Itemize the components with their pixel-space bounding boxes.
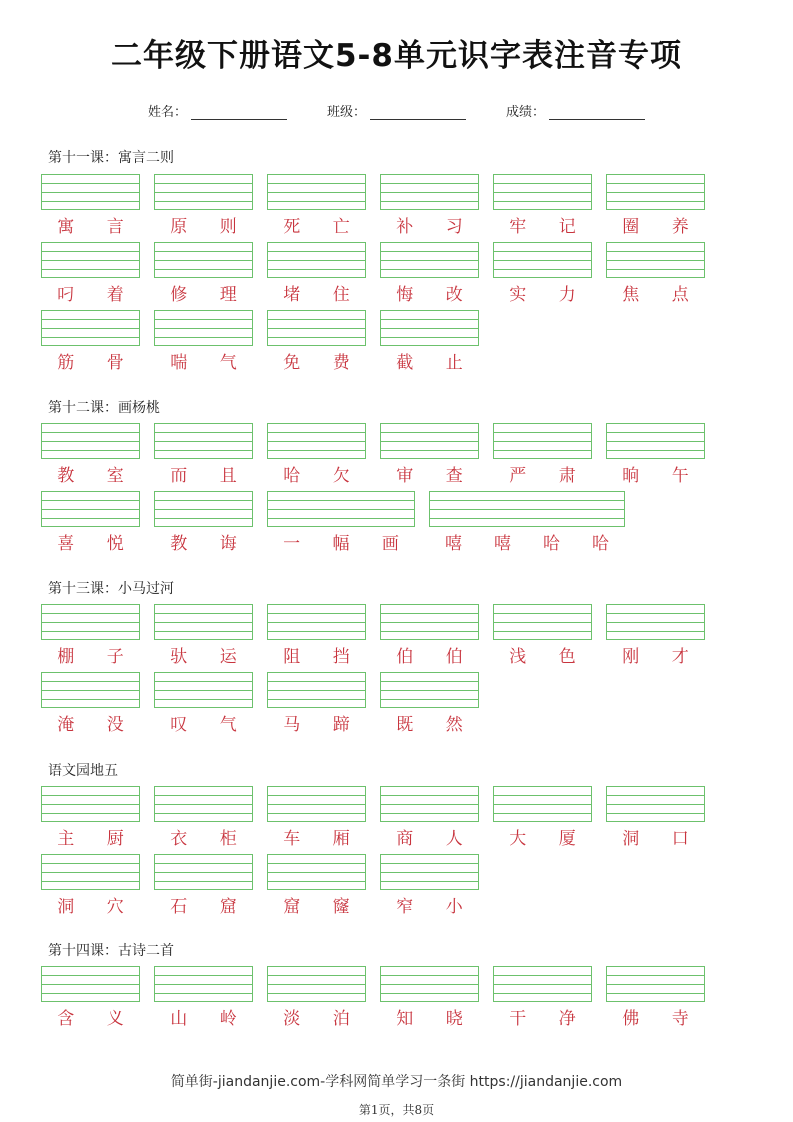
word-cell xyxy=(380,966,479,1029)
pinyin-writing-grid[interactable] xyxy=(606,604,705,640)
hanzi-char: 厨 xyxy=(106,829,124,849)
hanzi-char: 嘻 xyxy=(445,534,462,554)
hanzi-char: 厦 xyxy=(558,829,576,849)
hanzi-char: 衣 xyxy=(170,829,188,849)
hanzi-char: 泊 xyxy=(332,1009,350,1029)
hanzi-char: 焦 xyxy=(622,285,640,305)
hanzi-word xyxy=(154,280,253,305)
word-cell xyxy=(154,966,253,1029)
pinyin-writing-grid[interactable] xyxy=(493,786,592,822)
hanzi-char: 义 xyxy=(106,1009,124,1029)
footer-text: 简单街-jiandanjie.com-学科网简单学习一条街 https://jiandanjie.com xyxy=(170,1074,623,1090)
hanzi-char: 一 xyxy=(283,534,301,554)
class-label: 班级： xyxy=(326,105,366,120)
word-cell xyxy=(267,966,366,1029)
hanzi-word xyxy=(41,642,140,667)
pinyin-writing-grid[interactable] xyxy=(267,672,366,708)
pinyin-writing-grid[interactable] xyxy=(41,672,140,708)
hanzi-char: 净 xyxy=(558,1009,576,1029)
word-cell xyxy=(380,310,479,373)
hanzi-char: 小 xyxy=(445,897,463,917)
hanzi-word xyxy=(267,1004,366,1029)
word-cell xyxy=(493,242,592,305)
pinyin-writing-grid[interactable] xyxy=(606,242,705,278)
student-info xyxy=(0,101,793,120)
pinyin-writing-grid[interactable] xyxy=(41,854,140,890)
hanzi-char: 气 xyxy=(219,353,237,373)
hanzi-word xyxy=(380,824,479,849)
pinyin-writing-grid[interactable] xyxy=(267,604,366,640)
score-field[interactable] xyxy=(506,101,645,120)
hanzi-char: 午 xyxy=(671,466,689,486)
score-blank[interactable] xyxy=(549,105,645,120)
hanzi-char: 寓 xyxy=(57,217,75,237)
word-cell xyxy=(267,672,366,735)
hanzi-char: 住 xyxy=(332,285,350,305)
hanzi-char: 悦 xyxy=(106,534,124,554)
pinyin-writing-grid[interactable] xyxy=(267,310,366,346)
hanzi-word xyxy=(267,348,366,373)
pinyin-writing-grid[interactable] xyxy=(493,423,592,459)
pinyin-writing-grid[interactable] xyxy=(154,423,253,459)
pinyin-writing-grid[interactable] xyxy=(267,242,366,278)
pinyin-writing-grid[interactable] xyxy=(41,786,140,822)
pinyin-writing-grid[interactable] xyxy=(267,786,366,822)
lesson-heading: 语文园地五 xyxy=(48,763,118,779)
hanzi-char: 口 xyxy=(671,829,689,849)
hanzi-char: 窟 xyxy=(219,897,237,917)
hanzi-word xyxy=(267,461,366,486)
hanzi-char: 截 xyxy=(396,353,414,373)
hanzi-char: 堵 xyxy=(283,285,301,305)
hanzi-word xyxy=(154,1004,253,1029)
hanzi-char: 伯 xyxy=(396,647,414,667)
hanzi-char: 挡 xyxy=(332,647,350,667)
word-cell xyxy=(267,423,366,486)
hanzi-char: 则 xyxy=(219,217,237,237)
hanzi-word xyxy=(493,824,592,849)
word-cell xyxy=(41,174,140,237)
hanzi-word xyxy=(267,824,366,849)
hanzi-char: 习 xyxy=(445,217,463,237)
hanzi-char: 实 xyxy=(509,285,527,305)
hanzi-char: 刚 xyxy=(622,647,640,667)
word-cell xyxy=(493,174,592,237)
hanzi-word xyxy=(154,824,253,849)
hanzi-char: 棚 xyxy=(57,647,75,667)
hanzi-char: 蹄 xyxy=(332,715,350,735)
word-cell xyxy=(493,423,592,486)
name-field[interactable] xyxy=(148,101,287,120)
hanzi-char: 知 xyxy=(396,1009,414,1029)
hanzi-char: 止 xyxy=(445,353,463,373)
hanzi-char: 叼 xyxy=(57,285,75,305)
page-title: 二年级下册语文5-8单元识字表注音专项 xyxy=(110,38,682,74)
word-cell xyxy=(41,786,140,849)
hanzi-char: 寺 xyxy=(671,1009,689,1029)
name-blank[interactable] xyxy=(191,105,287,120)
hanzi-char: 马 xyxy=(283,715,301,735)
hanzi-word xyxy=(41,461,140,486)
hanzi-char: 大 xyxy=(509,829,527,849)
pinyin-writing-grid[interactable] xyxy=(41,174,140,210)
word-cell xyxy=(380,786,479,849)
hanzi-char: 而 xyxy=(170,466,188,486)
word-cell xyxy=(493,966,592,1029)
hanzi-char: 欠 xyxy=(332,466,350,486)
pinyin-writing-grid[interactable] xyxy=(154,604,253,640)
word-cell xyxy=(606,242,705,305)
hanzi-word xyxy=(267,280,366,305)
hanzi-char: 改 xyxy=(445,285,463,305)
hanzi-word xyxy=(380,892,479,917)
hanzi-char: 佛 xyxy=(622,1009,640,1029)
hanzi-word xyxy=(493,280,592,305)
hanzi-char: 伯 xyxy=(445,647,463,667)
hanzi-char: 既 xyxy=(396,715,414,735)
hanzi-word xyxy=(606,642,705,667)
word-cell xyxy=(267,242,366,305)
hanzi-word xyxy=(41,1004,140,1029)
hanzi-char: 然 xyxy=(445,715,463,735)
word-cell xyxy=(267,854,366,917)
hanzi-word xyxy=(606,461,705,486)
hanzi-char: 含 xyxy=(57,1009,75,1029)
hanzi-char: 穴 xyxy=(106,897,124,917)
pinyin-writing-grid[interactable] xyxy=(606,786,705,822)
hanzi-char: 岭 xyxy=(219,1009,237,1029)
word-cell xyxy=(41,310,140,373)
pinyin-writing-grid[interactable] xyxy=(41,242,140,278)
hanzi-char: 窄 xyxy=(396,897,414,917)
hanzi-word xyxy=(154,348,253,373)
hanzi-char: 牢 xyxy=(509,217,527,237)
hanzi-word xyxy=(154,642,253,667)
hanzi-char: 筋 xyxy=(57,353,75,373)
hanzi-word xyxy=(380,1004,479,1029)
word-cell xyxy=(41,966,140,1029)
hanzi-word xyxy=(267,642,366,667)
pinyin-writing-grid[interactable] xyxy=(380,854,479,890)
hanzi-word xyxy=(41,280,140,305)
hanzi-char: 喘 xyxy=(170,353,188,373)
word-cell xyxy=(267,491,415,554)
hanzi-char: 亡 xyxy=(332,217,350,237)
pinyin-writing-grid[interactable] xyxy=(154,786,253,822)
hanzi-word xyxy=(606,280,705,305)
hanzi-char: 费 xyxy=(332,353,350,373)
hanzi-char: 运 xyxy=(219,647,237,667)
hanzi-word xyxy=(380,461,479,486)
hanzi-word xyxy=(41,824,140,849)
hanzi-word xyxy=(154,461,253,486)
hanzi-char: 诲 xyxy=(219,534,237,554)
word-cell xyxy=(606,423,705,486)
pinyin-writing-grid[interactable] xyxy=(380,672,479,708)
class-blank[interactable] xyxy=(370,105,466,120)
hanzi-char: 叹 xyxy=(170,715,188,735)
hanzi-char: 室 xyxy=(106,466,124,486)
word-cell xyxy=(606,174,705,237)
hanzi-char: 画 xyxy=(381,534,399,554)
hanzi-word xyxy=(493,642,592,667)
pinyin-writing-grid[interactable] xyxy=(493,966,592,1002)
pinyin-writing-grid[interactable] xyxy=(380,174,479,210)
word-cell xyxy=(380,854,479,917)
page-number: 第1页，共8页 xyxy=(358,1103,435,1117)
pinyin-writing-grid[interactable] xyxy=(41,310,140,346)
hanzi-word xyxy=(267,529,415,554)
hanzi-word xyxy=(41,212,140,237)
word-cell xyxy=(154,672,253,735)
hanzi-char: 厢 xyxy=(332,829,350,849)
word-cell xyxy=(41,423,140,486)
hanzi-word xyxy=(493,1004,592,1029)
hanzi-char: 严 xyxy=(509,466,527,486)
hanzi-word xyxy=(154,529,253,554)
hanzi-word xyxy=(493,461,592,486)
hanzi-char: 没 xyxy=(106,715,124,735)
pinyin-writing-grid[interactable] xyxy=(493,604,592,640)
hanzi-word xyxy=(380,642,479,667)
hanzi-word xyxy=(41,348,140,373)
word-cell xyxy=(154,423,253,486)
hanzi-char: 养 xyxy=(671,217,689,237)
hanzi-char: 言 xyxy=(106,217,124,237)
word-cell xyxy=(429,491,625,554)
hanzi-word xyxy=(380,710,479,735)
pinyin-writing-grid[interactable] xyxy=(380,423,479,459)
hanzi-char: 喜 xyxy=(57,534,75,554)
lesson-heading: 第十三课：小马过河 xyxy=(48,581,174,597)
hanzi-char: 骨 xyxy=(106,353,124,373)
hanzi-char: 石 xyxy=(170,897,188,917)
word-cell xyxy=(41,242,140,305)
class-field[interactable] xyxy=(327,101,466,120)
pinyin-writing-grid[interactable] xyxy=(154,966,253,1002)
hanzi-char: 干 xyxy=(509,1009,527,1029)
word-cell xyxy=(380,174,479,237)
hanzi-char: 力 xyxy=(558,285,576,305)
word-cell xyxy=(606,786,705,849)
hanzi-word xyxy=(41,892,140,917)
hanzi-char: 商 xyxy=(396,829,414,849)
hanzi-char: 才 xyxy=(671,647,689,667)
hanzi-char: 哈 xyxy=(543,534,560,554)
hanzi-char: 悔 xyxy=(396,285,414,305)
pinyin-writing-grid[interactable] xyxy=(267,174,366,210)
word-cell xyxy=(41,491,140,554)
hanzi-word xyxy=(606,212,705,237)
lesson-heading: 第十四课：古诗二首 xyxy=(48,943,174,959)
hanzi-char: 主 xyxy=(57,829,75,849)
pinyin-writing-grid[interactable] xyxy=(41,966,140,1002)
hanzi-word xyxy=(154,212,253,237)
pinyin-writing-grid[interactable] xyxy=(154,672,253,708)
hanzi-char: 山 xyxy=(170,1009,188,1029)
pinyin-writing-grid[interactable] xyxy=(41,491,140,527)
word-cell xyxy=(267,310,366,373)
pinyin-writing-grid[interactable] xyxy=(154,174,253,210)
word-cell xyxy=(154,491,253,554)
hanzi-char: 幅 xyxy=(332,534,350,554)
pinyin-writing-grid[interactable] xyxy=(380,966,479,1002)
hanzi-char: 修 xyxy=(170,285,188,305)
pinyin-writing-grid[interactable] xyxy=(606,174,705,210)
word-cell xyxy=(154,786,253,849)
word-cell xyxy=(380,423,479,486)
hanzi-char: 色 xyxy=(558,647,576,667)
hanzi-char: 哈 xyxy=(283,466,301,486)
hanzi-word xyxy=(41,529,140,554)
word-cell xyxy=(267,174,366,237)
hanzi-word xyxy=(493,212,592,237)
pinyin-writing-grid[interactable] xyxy=(380,604,479,640)
hanzi-char: 车 xyxy=(283,829,301,849)
hanzi-char: 着 xyxy=(106,285,124,305)
word-cell xyxy=(41,854,140,917)
hanzi-word xyxy=(41,710,140,735)
hanzi-char: 浅 xyxy=(509,647,527,667)
word-cell xyxy=(41,604,140,667)
hanzi-word xyxy=(380,212,479,237)
hanzi-word xyxy=(267,710,366,735)
pinyin-writing-grid[interactable] xyxy=(493,174,592,210)
hanzi-char: 窿 xyxy=(332,897,350,917)
pinyin-writing-grid[interactable] xyxy=(267,966,366,1002)
hanzi-char: 驮 xyxy=(170,647,188,667)
hanzi-char: 窟 xyxy=(283,897,301,917)
hanzi-word xyxy=(429,529,625,554)
hanzi-char: 人 xyxy=(445,829,463,849)
word-cell xyxy=(493,786,592,849)
word-cell xyxy=(154,242,253,305)
pinyin-writing-grid[interactable] xyxy=(41,423,140,459)
word-cell xyxy=(606,604,705,667)
lesson-heading: 第十一课：寓言二则 xyxy=(48,150,174,166)
hanzi-char: 晓 xyxy=(445,1009,463,1029)
hanzi-char: 晌 xyxy=(622,466,640,486)
hanzi-char: 洞 xyxy=(57,897,75,917)
hanzi-word xyxy=(380,280,479,305)
hanzi-char: 教 xyxy=(57,466,75,486)
word-cell xyxy=(606,966,705,1029)
hanzi-char: 教 xyxy=(170,534,188,554)
hanzi-char: 淡 xyxy=(283,1009,301,1029)
score-label: 成绩： xyxy=(506,105,546,120)
pinyin-writing-grid[interactable] xyxy=(493,242,592,278)
hanzi-char: 淹 xyxy=(57,715,75,735)
word-cell xyxy=(493,604,592,667)
hanzi-char: 原 xyxy=(170,217,188,237)
hanzi-char: 补 xyxy=(396,217,414,237)
hanzi-char: 气 xyxy=(219,715,237,735)
pinyin-writing-grid[interactable] xyxy=(267,423,366,459)
pinyin-writing-grid[interactable] xyxy=(606,423,705,459)
hanzi-char: 记 xyxy=(558,217,576,237)
hanzi-word xyxy=(606,1004,705,1029)
word-cell xyxy=(380,604,479,667)
hanzi-char: 肃 xyxy=(558,466,576,486)
word-cell xyxy=(267,604,366,667)
word-cell xyxy=(154,310,253,373)
word-cell xyxy=(154,174,253,237)
pinyin-writing-grid[interactable] xyxy=(154,310,253,346)
pinyin-writing-grid[interactable] xyxy=(429,491,625,527)
pinyin-writing-grid[interactable] xyxy=(41,604,140,640)
hanzi-word xyxy=(154,710,253,735)
pinyin-writing-grid[interactable] xyxy=(606,966,705,1002)
hanzi-word xyxy=(606,824,705,849)
hanzi-word xyxy=(154,892,253,917)
hanzi-char: 子 xyxy=(106,647,124,667)
word-cell xyxy=(380,672,479,735)
pinyin-writing-grid[interactable] xyxy=(380,242,479,278)
pinyin-writing-grid[interactable] xyxy=(380,310,479,346)
hanzi-char: 嘻 xyxy=(494,534,511,554)
hanzi-char: 洞 xyxy=(622,829,640,849)
hanzi-char: 查 xyxy=(445,466,463,486)
hanzi-char: 且 xyxy=(219,466,237,486)
hanzi-word xyxy=(267,892,366,917)
hanzi-char: 阻 xyxy=(283,647,301,667)
name-label: 姓名： xyxy=(147,105,187,120)
hanzi-char: 理 xyxy=(219,285,237,305)
hanzi-char: 审 xyxy=(396,466,414,486)
pinyin-writing-grid[interactable] xyxy=(267,491,415,527)
pinyin-writing-grid[interactable] xyxy=(154,242,253,278)
word-cell xyxy=(154,604,253,667)
hanzi-word xyxy=(380,348,479,373)
word-cell xyxy=(154,854,253,917)
hanzi-char: 柜 xyxy=(219,829,237,849)
word-cell xyxy=(267,786,366,849)
hanzi-char: 免 xyxy=(283,353,301,373)
hanzi-char: 哈 xyxy=(592,534,609,554)
pinyin-writing-grid[interactable] xyxy=(380,786,479,822)
hanzi-char: 点 xyxy=(671,285,689,305)
pinyin-writing-grid[interactable] xyxy=(267,854,366,890)
hanzi-char: 死 xyxy=(283,217,301,237)
pinyin-writing-grid[interactable] xyxy=(154,854,253,890)
pinyin-writing-grid[interactable] xyxy=(154,491,253,527)
word-cell xyxy=(41,672,140,735)
hanzi-word xyxy=(267,212,366,237)
lesson-heading: 第十二课：画杨桃 xyxy=(48,400,160,416)
word-cell xyxy=(380,242,479,305)
hanzi-char: 圈 xyxy=(622,217,640,237)
